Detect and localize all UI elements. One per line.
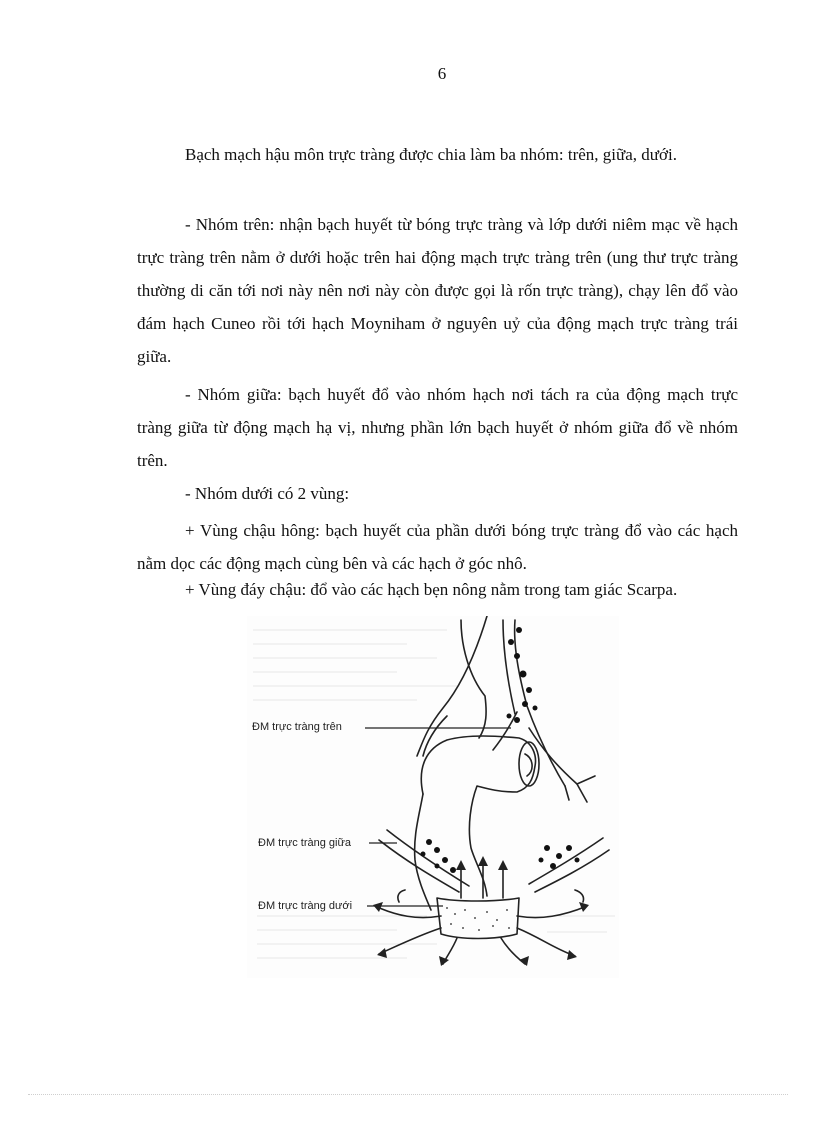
- page-footer-divider: [28, 1094, 788, 1095]
- paragraph-lower-group-intro: - Nhóm dưới có 2 vùng:: [185, 484, 350, 503]
- label-superior-rectal-artery: ĐM trực tràng trên: [252, 721, 342, 733]
- rectum-diagram: [247, 616, 619, 978]
- paragraph-pelvic-region: + Vùng chậu hông: bạch huyết của phần dưới bóng trực tràng đổ vào các hạch nằm dọc các động mạch cùng bên và các hạch ở góc nhô.: [137, 521, 738, 573]
- paragraph-middle-group: - Nhóm giữa: bạch huyết đổ vào nhóm hạch nơi tách ra của động mạch trực tràng giữa từ động mạch hạ vị, nhưng phần lớn bạch huyết ở nhóm giữa đổ về nhóm trên.: [137, 385, 738, 470]
- rectal-lymphatics-figure: [247, 616, 619, 978]
- paragraph-perineal-region: + Vùng đáy chậu: đổ vào các hạch bẹn nông nằm trong tam giác Scarpa.: [185, 580, 678, 599]
- label-middle-rectal-artery: ĐM trực tràng giữa: [258, 837, 351, 849]
- page-number: 6: [437, 64, 447, 83]
- paragraph-intro: Bạch mạch hậu môn trực tràng được chia làm ba nhóm: trên, giữa, dưới.: [185, 145, 677, 164]
- label-inferior-rectal-artery: ĐM trực tràng dưới: [258, 900, 353, 912]
- paragraph-upper-group: - Nhóm trên: nhận bạch huyết từ bóng trực tràng và lớp dưới niêm mạc về hạch trực tràng trên nằm ở dưới hoặc trên hai động mạch trực tràng trên (ung thư trực tràng thường di căn tới nơi này nên nơi này còn được gọi là rốn trực tràng), chạy lên đổ vào đám hạch Cuneo rồi tới hạch Moyniham ở nguyên uỷ của động mạch trực tràng trái giữa.: [137, 215, 738, 366]
